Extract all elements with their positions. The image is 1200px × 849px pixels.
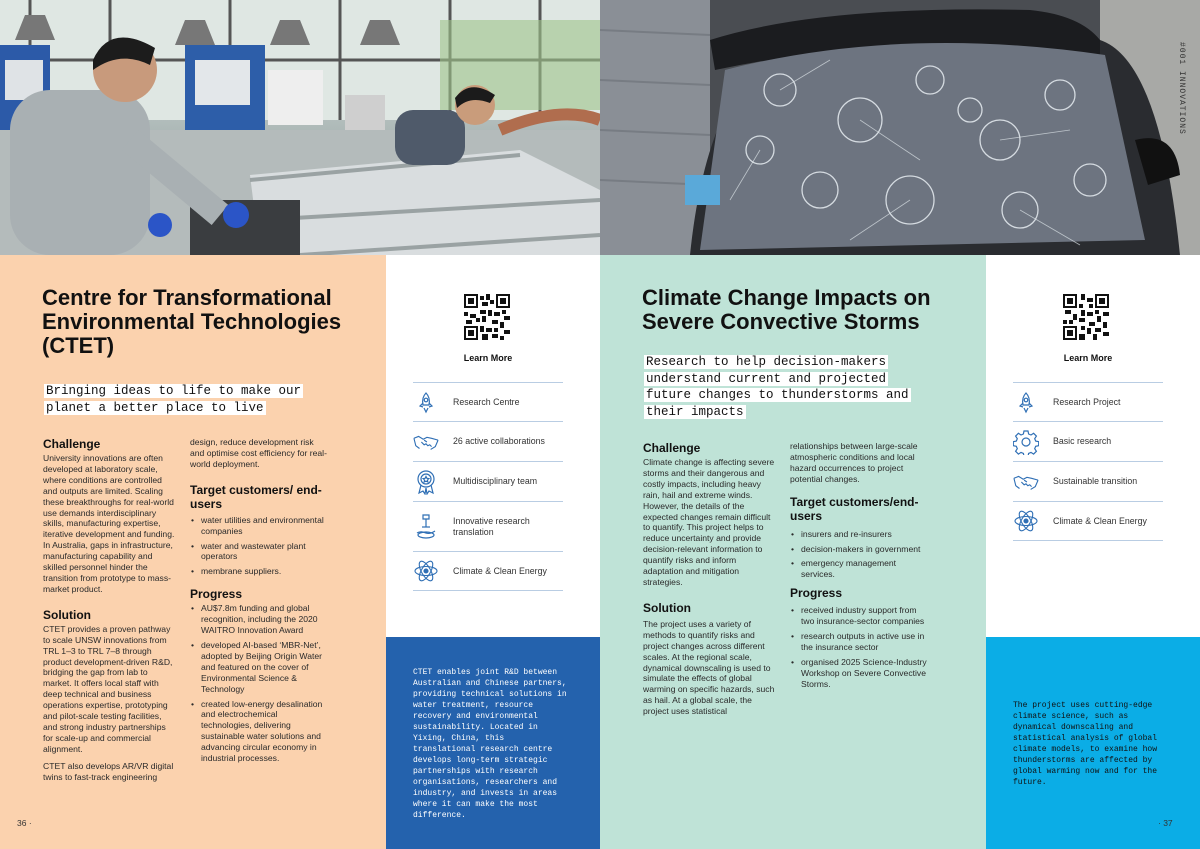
storms-tagline [644,354,964,420]
progress-list [190,603,330,764]
tag-research-centre [413,382,563,422]
car-photo-illustration [600,0,1200,255]
tag-research-translation [413,501,563,551]
tagline-line: Bringing ideas to life to make our [46,384,302,398]
list-item: • decision-makers in government [790,544,930,555]
tag-label: Innovative research translation [453,516,530,537]
tag-label: Multidisciplinary team [453,476,538,487]
ctet-column-1 [43,437,178,782]
tag-label: Research Project [1053,397,1121,408]
tag-label: Climate & Clean Energy [453,565,547,576]
lab-photo [0,0,600,255]
hail-damaged-car-photo [600,0,1200,255]
page-number-right: · 37 [1158,818,1173,828]
target-list [190,515,330,578]
handshake-icon [1013,469,1039,495]
page-number-left: 36 · [17,818,32,828]
tag-label: Research Centre [453,397,520,408]
list-item: • received industry support from two insurance-sector companies [790,605,930,627]
section-vertical-label: #001 INNOVATIONS [1177,42,1186,135]
title-line: Severe Convective Storms [642,309,920,334]
target-heading: Target customers/end-users [790,494,919,523]
tagline-line: understand current and projected [646,371,887,386]
challenge-text: Climate change is affecting severe storms and their dangerous and costly impacts, including heavy rain, hail and extreme winds. However, the details of the expected changes remain difficult to quantify. This project helps to reduce uncertainty and provide decision-relevant information to quantify risks and inform adaptation and mitigation strategies. [643,457,775,587]
learn-more-link[interactable]: Learn More [1063,353,1113,363]
tag-label: 26 active collaborations [453,436,545,447]
translation-hand-icon [413,514,439,540]
tag-basic-research [1013,421,1163,461]
qr-code-icon[interactable] [464,294,510,340]
atom-icon [1013,508,1039,534]
list-item: • water and wastewater plant operators [190,541,330,563]
learn-more-link[interactable]: Learn More [463,353,513,363]
tag-climate-energy [413,551,563,591]
list-item: • insurers and re-insurers [790,529,930,540]
title-line: Centre for Transformational [42,285,332,310]
tag-climate-energy [1013,501,1163,541]
target-heading: Target customers/ end-users [190,482,322,511]
storms-blurb: The project uses cutting-edge climate science, such as dynamical downscaling and statistical analysis of global climate models, to examine how thunderstorms are affected by global warming now and for the future. [1013,701,1158,787]
list-item: • AU$7.8m funding and global recognition, including the 2020 WAITRO Innovation Award [190,603,330,636]
list-item: • water utilities and environmental companies [190,515,330,537]
column-continuation: design, reduce development risk and optimise cost efficiency for real-world deployment. [190,437,327,469]
gear-icon [1013,429,1039,455]
title-line: (CTET) [42,333,115,358]
storms-column-1 [643,441,776,717]
tagline-line: future changes to thunderstorms and [646,388,909,402]
solution-text: The project uses a variety of methods to quantify risks and project changes across different scales. At the regional scale, dynamical downscaling is used to simulate the effects of global warming on specific hazards, such as hail. At a global scale, the project uses statistical [643,618,775,717]
list-item: • organised 2025 Science-Industry Workshop on Severe Convective Storms. [790,657,930,690]
solution-text-2: CTET also develops AR/VR digital twins to fast-track engineering [43,760,174,782]
tag-label: Climate & Clean Energy [1053,515,1147,526]
target-list [790,529,930,581]
solution-heading: Solution [643,600,691,615]
tag-sustainable-transition [1013,461,1163,501]
lab-photo-illustration [0,0,600,255]
list-item: • membrane suppliers. [190,566,330,577]
qr-code-icon[interactable] [1063,294,1109,340]
list-item: • emergency management services. [790,558,930,580]
tagline-line: Research to help decision-makers [646,355,887,369]
solution-heading: Solution [43,607,91,622]
ctet-title [42,286,382,358]
ctet-tagline [44,383,344,416]
challenge-text: University innovations are often developed at laboratory scale, where conditions are controlled and outputs are limited. Scaling these breakthroughs for real-world use demands interdisciplinary skills, manufacturing expertise, iterative development and funding. In Australia, gaps in infrastructure, manufacturing capability and skilled personnel hinder the transition from prototype to mass-market product. [43,453,175,594]
title-line: Environmental Technologies [42,309,342,334]
tag-research-project [1013,382,1163,422]
challenge-heading: Challenge [43,437,101,451]
handshake-icon [413,429,439,455]
tag-collaborations [413,421,563,461]
storms-title [642,286,982,334]
ctet-column-2 [190,437,330,768]
ctet-blurb: CTET enables joint R&D between Australian and Chinese partners, providing technical solutions in water treatment, resource recovery and environmental sustainability. Located in Yixing, China, this translational research centre develops long-term strategic partnerships with research organisations, researchers and industry, and invests in areas where it can make the most difference. [413,668,567,820]
list-item: • created low-energy desalination and electrochemical technologies, delivering sustainable water solutions and advancing circular economy in industrial processes. [190,699,330,764]
rocket-icon [413,390,439,416]
list-item: • research outputs in active use in the insurance sector [790,631,930,653]
atom-icon [413,558,439,584]
storms-column-2 [790,441,930,694]
challenge-heading: Challenge [643,441,701,455]
list-item: • developed AI-based ‘MBR-Net’, adopted by Beijing Origin Water and featured on the cover of Environmental Science & Technology [190,640,330,695]
tagline-line: planet a better place to live [46,400,264,415]
rocket-icon [1013,390,1039,416]
award-badge-icon [413,469,439,495]
column-continuation: relationships between large-scale atmospheric conditions and local hazard occurrences to project potential changes. [790,441,918,484]
progress-list [790,605,930,689]
progress-heading: Progress [190,587,243,602]
tag-multidisciplinary [413,461,563,501]
tag-label: Basic research [1053,436,1112,447]
title-line: Climate Change Impacts on [642,285,931,310]
solution-text: CTET provides a proven pathway to scale UNSW innovations from TRL 1–3 to TRL 7–8 through product development-driven R&D, bridging the gap from lab to market. It offers local staff with deep technical and business operations expertise, prototyping and pilot-scale testing facilities, and strong industry partnerships for scale-up and commercial alignment. [43,623,173,754]
tag-label: Sustainable transition [1053,476,1138,487]
progress-heading: Progress [790,586,843,601]
tagline-line: their impacts [646,404,744,419]
